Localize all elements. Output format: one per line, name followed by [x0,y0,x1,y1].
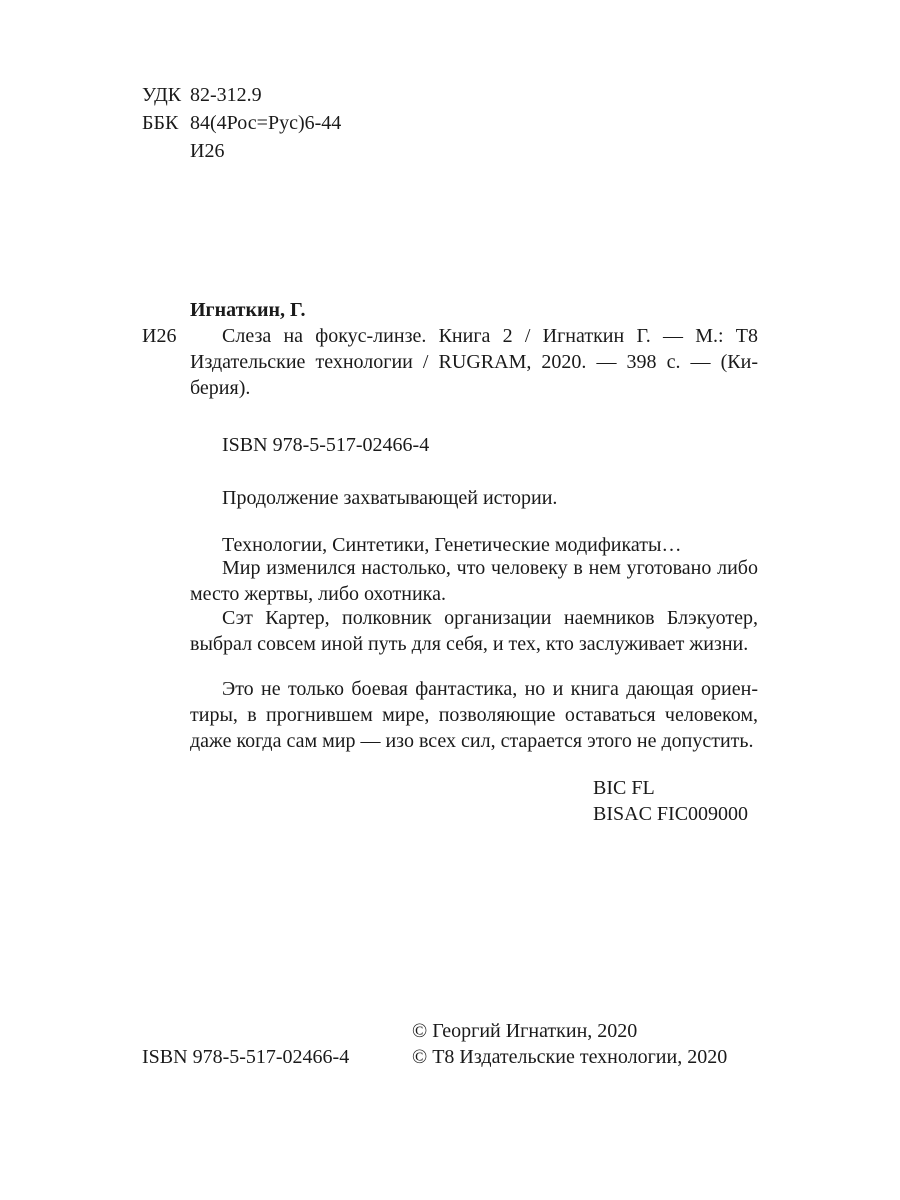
footer-isbn: ISBN 978-5-517-02466-4 [142,1046,350,1068]
author-heading: Игнаткин, Г. [190,299,306,321]
paragraph-line: Это не только боевая фантастика, но и книга дающая ориен- [222,678,758,700]
annotation-paragraph-3 [190,605,758,657]
paragraph-line: Технологии, Синтетики, Генетические модификаты… [222,534,682,556]
bisac-code: BISAC FIC009000 [593,803,749,825]
description-line: Слеза на фокус-линзе. Книга 2 / Игнаткин Г. — М.: Т8 [222,325,758,347]
isbn-text: ISBN 978-5-517-02466-4 [222,434,430,456]
isbn-entry [190,432,758,458]
paragraph-line: Сэт Картер, полковник организации наемников Блэкуотер, [222,607,758,629]
paragraph-line: место жертвы, либо охотника. [190,583,446,605]
bic-code: BIC FL [593,777,655,799]
bbk-value: 84(4Рос=Рус)6-44 [190,112,342,134]
copyright-author: © Георгий Игнаткин, 2020 [412,1020,638,1042]
lead-text: Продолжение захватывающей истории. [222,487,558,509]
udk-label: УДК [142,84,182,106]
author-mark: И26 [142,325,177,347]
copyright-publisher: © Т8 Издательские технологии, 2020 [412,1046,728,1068]
annotation-paragraph-2 [190,555,758,607]
annotation-paragraph-4 [190,676,758,754]
paragraph-line: даже когда сам мир — изо всех сил, старается этого не допустить. [190,730,754,752]
udk-value: 82-312.9 [190,84,262,106]
author-mark-top: И26 [190,140,225,162]
annotation-lead [190,485,758,511]
description-line: берия). [190,377,251,399]
bbk-label: ББК [142,112,179,134]
description-line: Издательские технологии / RUGRAM, 2020. — 398 с. — (Ки- [190,351,758,373]
paragraph-line: Мир изменился настолько, что человеку в нем уготовано либо [222,557,758,579]
bibliographic-description [190,323,758,401]
paragraph-line: выбрал совсем иной путь для себя, и тех, кто заслуживает жизни. [190,633,749,655]
paragraph-line: тиры, в прогнившем мире, позволяющие оставаться человеком, [190,704,758,726]
